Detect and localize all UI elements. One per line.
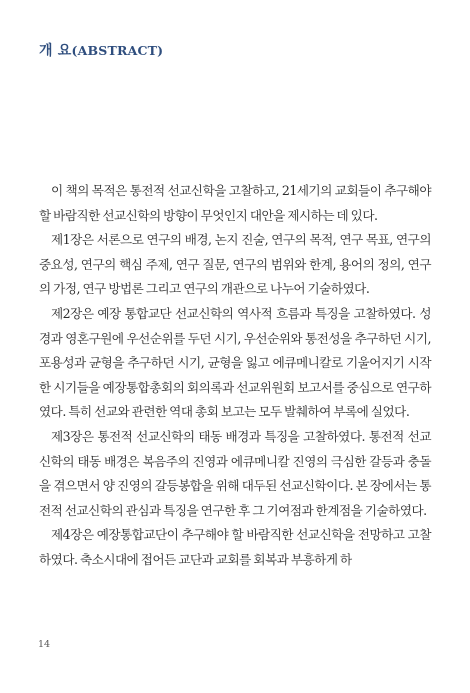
abstract-body [39, 179, 431, 573]
paragraph-chapter-4: 제4장은 예장통합교단이 추구해야 할 바람직한 선교신학을 전망하고 고찰하였다. 축소시대에 접어든 교단과 교회를 회복과 부흥하게 하 [39, 527, 431, 567]
paragraph-chapter-1: 제1장은 서론으로 연구의 배경, 논지 진술, 연구의 목적, 연구 목표, 연구의 중요성, 연구의 핵심 주제, 연구 질문, 연구의 범위와 한계, 용어의 정의, 연구의 가정, 연구 방법론 그리고 연구의 개관으로 나누어 기술하였다. [39, 232, 431, 297]
heading-subtitle: (ABSTRACT) [71, 43, 164, 58]
paragraph-chapter-3: 제3장은 통전적 선교신학의 태동 배경과 특징을 고찰하였다. 통전적 선교신학의 태동 배경은 복음주의 진영과 에큐메니칼 진영의 극심한 갈등과 충돌을 겪으면서 양 진영의 갈등봉합을 위해 대두된 선교신학이다. 본 장에서는 통전적 선교신학의 관심과 특징을 연구한 후 그 기여점과 한계점을 기술하였다. [39, 428, 431, 518]
page-number: 14 [38, 639, 51, 650]
paragraph-chapter-2: 제2장은 예장 통합교단 선교신학의 역사적 흐름과 특징을 고찰하였다. 성경과 영혼구원에 우선순위를 두던 시기, 우선순위와 통전성을 추구하던 시기, 포용성과 균형을 추구하던 시기, 균형을 잃고 에큐메니칼로 기울어지기 시작한 시기들을 예장통합총회의 회의록과 선교위원회 보고서를 중심으로 연구하였다. 특히 선교와 관련한 역대 총회 보고는 모두 발췌하여 부록에 실었다. [39, 305, 431, 420]
paragraph-purpose: 이 책의 목적은 통전적 선교신학을 고찰하고, 21세기의 교회들이 추구해야 할 바람직한 선교신학의 방향이 무엇인지 대안을 제시하는 데 있다. [39, 183, 431, 223]
heading-title: 개 요 [39, 43, 72, 59]
section-heading [39, 40, 163, 60]
